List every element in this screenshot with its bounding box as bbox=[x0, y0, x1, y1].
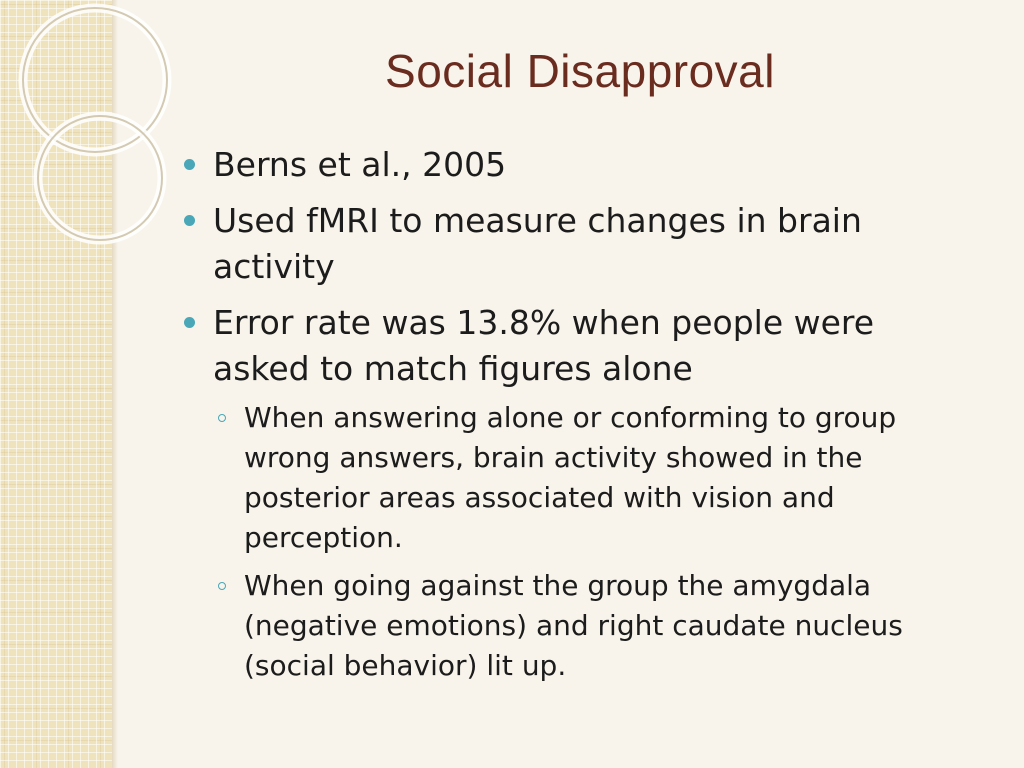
sub-bullet-text: When answering alone or conforming to group wrong answers, brain activity showed in the posterior areas associated with vision and perception. bbox=[244, 401, 897, 554]
sub-bullet-item bbox=[180, 398, 970, 558]
slide-content bbox=[180, 142, 970, 694]
bullet-ring-icon bbox=[218, 414, 226, 422]
bullet-text: Used fMRI to measure changes in brain activity bbox=[213, 201, 862, 286]
bullet-dot-icon bbox=[184, 159, 195, 170]
sub-bullet-item bbox=[180, 566, 970, 686]
bullet-text: Error rate was 13.8% when people were asked to match figures alone bbox=[213, 303, 875, 388]
sub-bullet-text: When going against the group the amygdala (negative emotions) and right caudate nucleus (social behavior) lit up. bbox=[244, 569, 903, 682]
bullet-ring-icon bbox=[218, 582, 226, 590]
bullet-item bbox=[180, 198, 970, 290]
bullet-dot-icon bbox=[184, 215, 195, 226]
bullet-text: Berns et al., 2005 bbox=[213, 145, 507, 184]
bullet-dot-icon bbox=[184, 317, 195, 328]
slide-title: Social Disapproval bbox=[385, 45, 775, 97]
bullet-item bbox=[180, 142, 970, 188]
bullet-item bbox=[180, 300, 970, 392]
